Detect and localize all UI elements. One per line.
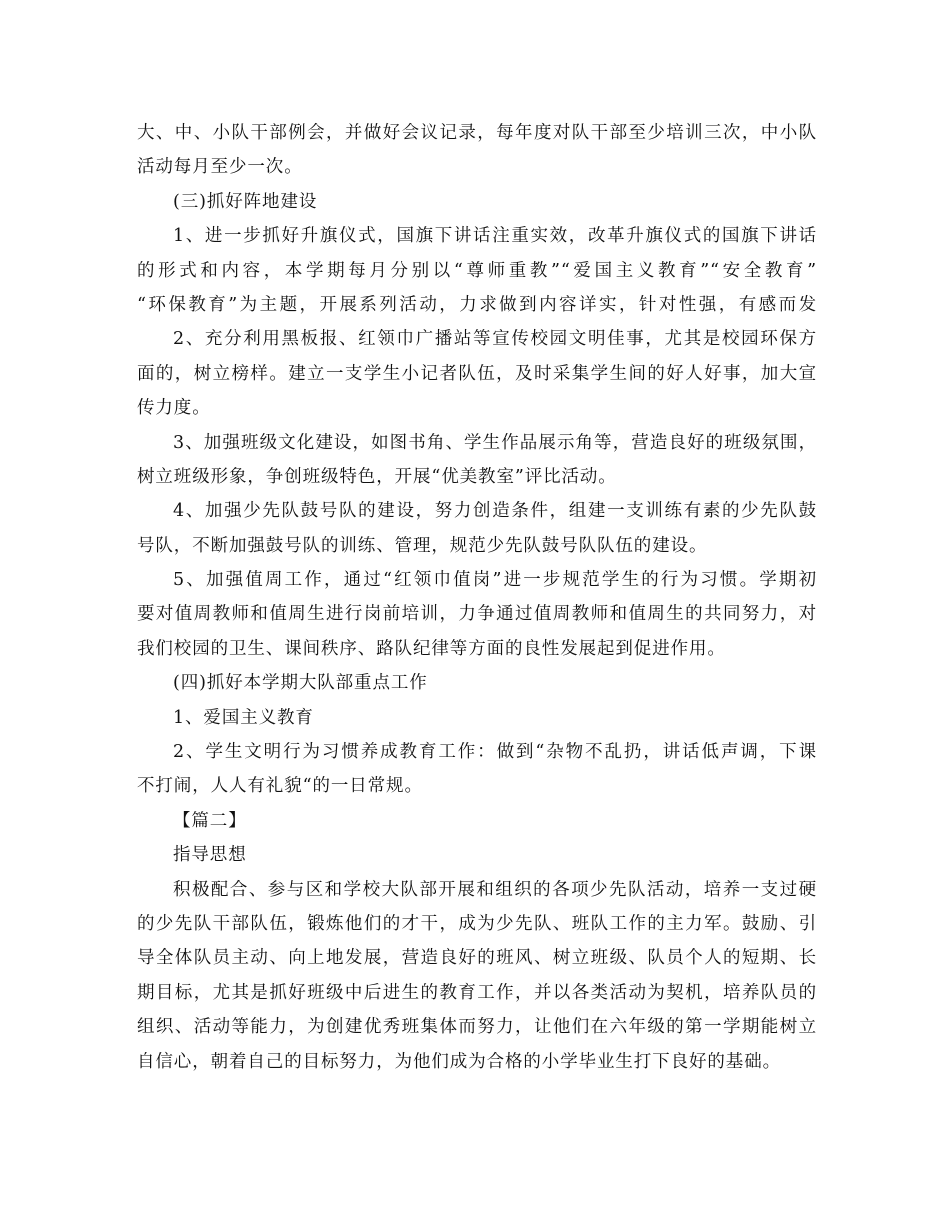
text-line: 期目标，尤其是抓好班级中后进生的教育工作，并以各类活动为契机，培养队员的 bbox=[137, 982, 817, 1003]
text-line: 1、爱国主义教育 bbox=[173, 707, 314, 728]
text-line: 5、加强值周工作，通过“红领巾值岗”进一步规范学生的行为习惯。学期初 bbox=[173, 570, 817, 591]
text-line: 2、充分利用黑板报、红领巾广播站等宣传校园文明佳事，尤其是校园环保方 bbox=[173, 329, 817, 350]
text-line: 导全体队员主动、向上地发展，营造良好的班风、树立班级、队员个人的短期、长 bbox=[137, 948, 817, 969]
text-line: 的形式和内容，本学期每月分别以“尊师重教”“爱国主义教育”“安全教育” bbox=[137, 260, 817, 281]
text-line: 要对值周教师和值周生进行岗前培训，力争通过值周教师和值周生的共同努力，对 bbox=[137, 604, 817, 625]
text-line: 的少先队干部队伍，锻炼他们的才干，成为少先队、班队工作的主力军。鼓励、引 bbox=[137, 913, 817, 934]
text-line: 组织、活动等能力，为创建优秀班集体而努力，让他们在六年级的第一学期能树立 bbox=[137, 1017, 817, 1038]
text-line: (四)抓好本学期大队部重点工作 bbox=[173, 673, 428, 694]
text-line: “环保教育”为主题，开展系列活动，力求做到内容详实，针对性强，有感而发 bbox=[137, 294, 817, 315]
text-line: 1、进一步抓好升旗仪式，国旗下讲话注重实效，改革升旗仪式的国旗下讲话 bbox=[173, 226, 817, 247]
text-line: 4、加强少先队鼓号队的建设，努力创造条件，组建一支训练有素的少先队鼓 bbox=[173, 501, 817, 522]
text-line: 面的，树立榜样。建立一支学生小记者队伍，及时采集学生间的好人好事，加大宣 bbox=[137, 363, 817, 384]
text-line: 我们校园的卫生、课间秩序、路队纪律等方面的良性发展起到促进作用。 bbox=[137, 638, 726, 659]
document-body bbox=[137, 116, 817, 1079]
text-line: 不打闹，人人有礼貌“的一日常规。 bbox=[137, 776, 423, 797]
text-line: 自信心，朝着自己的目标努力，为他们成为合格的小学毕业生打下良好的基础。 bbox=[137, 1051, 781, 1072]
text-line: 号队，不断加强鼓号队的训练、管理，规范少先队鼓号队队伍的建设。 bbox=[137, 535, 708, 556]
text-line: 3、加强班级文化建设，如图书角、学生作品展示角等，营造良好的班级氛围， bbox=[173, 432, 817, 453]
text-line: 树立班级形象，争创班级特色，开展“优美教室”评比活动。 bbox=[137, 466, 617, 487]
text-line: 传力度。 bbox=[137, 398, 211, 419]
text-line: (三)抓好阵地建设 bbox=[173, 191, 318, 212]
text-line: 【篇二】 bbox=[173, 810, 247, 831]
text-line: 2、学生文明行为习惯养成教育工作：做到“杂物不乱扔，讲话低声调，下课 bbox=[173, 742, 817, 763]
text-line: 活动每月至少一次。 bbox=[137, 157, 303, 178]
text-line: 指导思想 bbox=[173, 845, 247, 866]
text-line: 大、中、小队干部例会，并做好会议记录，每年度对队干部至少培训三次，中小队 bbox=[137, 123, 817, 143]
text-line: 积极配合、参与区和学校大队部开展和组织的各项少先队活动，培养一支过硬 bbox=[173, 879, 817, 900]
